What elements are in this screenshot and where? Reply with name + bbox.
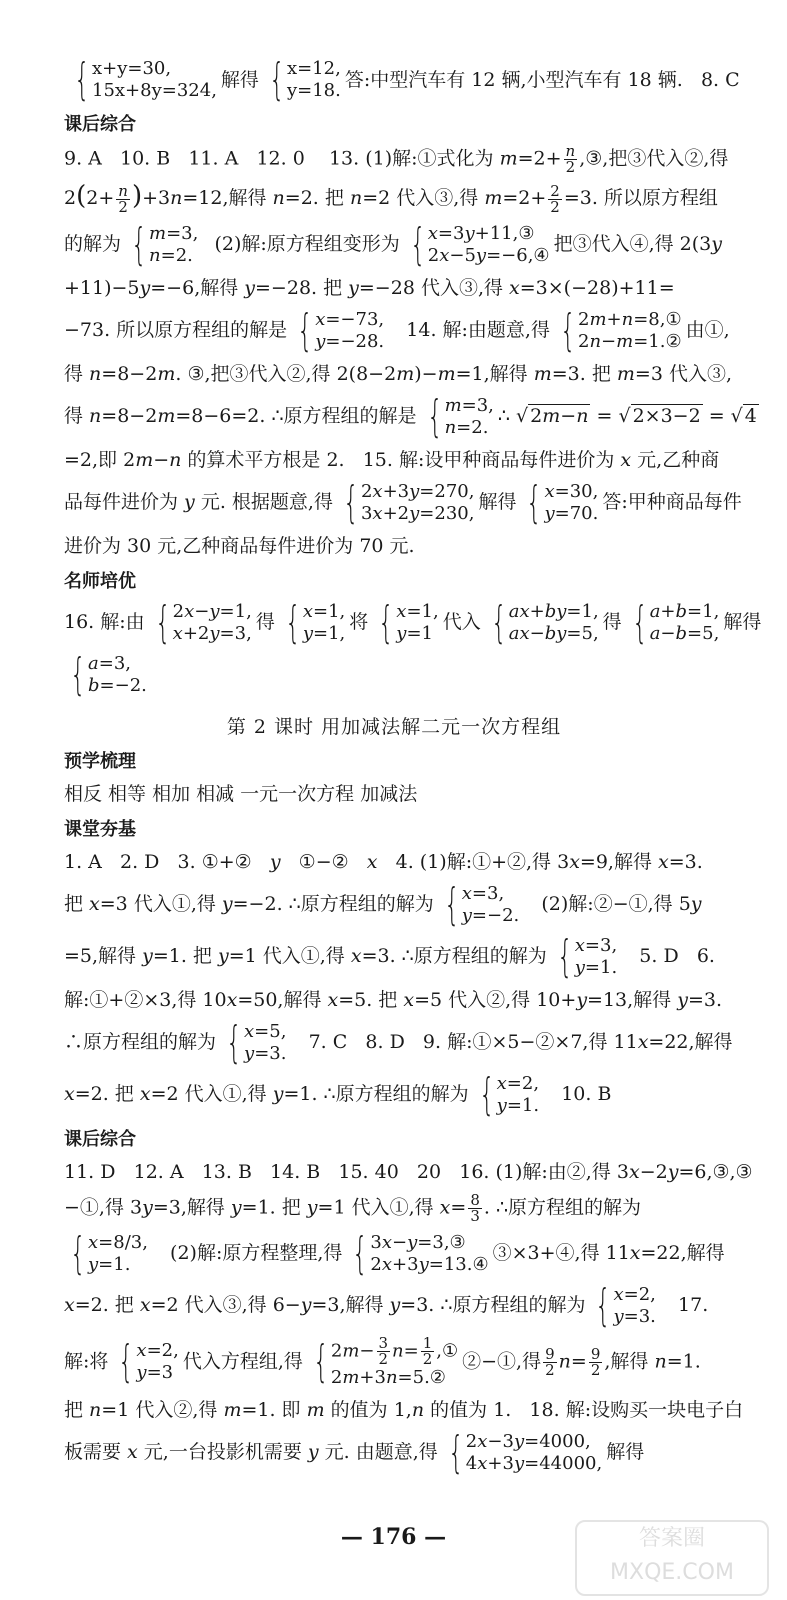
answer-line: =2,即 2m−n 的算术平方根是 2. 15. 解:设甲种商品每件进价为 x 元,乙种商 bbox=[64, 448, 720, 471]
answer-line: 11. D 12. A 13. B 14. B 15. 40 20 16. (1)解:由②,得 3x−2y=6,③,③ bbox=[64, 1160, 753, 1183]
answer-line: 得 n=8−2m. ③,把③代入②,得 2(8−2m)−m=1,解得 m=3. 把 m=3 代入③, bbox=[64, 362, 732, 385]
line-1: { x+y=30, 15x+8y=324, 解得 { x=12, y=18. 答:中型汽车有 12 辆,小型汽车有 18 辆. 8. C bbox=[74, 54, 740, 105]
answer-line: 1. A 2. D 3. ①+② y ①−② x 4. (1)解:①+②,得 3x=9,解得 x=3. bbox=[64, 850, 703, 873]
section-heading: 名师培优 bbox=[64, 570, 136, 592]
answer-line: −①,得 3y=3,解得 y=1. 把 y=1 代入①,得 x= $\frac{8}{3}$ . ∴原方程组的解为 bbox=[64, 1190, 642, 1225]
section-heading: 课后综合 bbox=[64, 114, 136, 135]
answer-line: =5,解得 y=1. 把 y=1 代入①,得 x=3. ∴原方程组的解为 { x=3, y=1. 5. D 6. bbox=[64, 930, 715, 982]
answer-line: 板需要 x 元,一台投影机需要 y 元. 由题意,得 { 2x−3y=4000, 4x+3y=44000, 解得 bbox=[64, 1426, 645, 1478]
answer-line: x=2. 把 x=2 代入①,得 y=1. ∴原方程组的解为 { x=2, y=1. 10. B bbox=[64, 1068, 612, 1120]
page-number: — 176 — bbox=[340, 1524, 447, 1550]
answer-line: 9. A 10. B 11. A 12. 0 13. (1)解:①式化为 m=2+ $\frac{n}{2}$ ,③,把③代入②,得 bbox=[64, 142, 729, 176]
answer-line: { a=3, b=−2. bbox=[70, 648, 147, 700]
section-heading: 预学梳理 bbox=[64, 750, 136, 772]
answer-line: 的解为 { m=3, n=2. (2)解:原方程组变形为 { x=3y+11,③ 2x−5y=−6,④ 把③代入④,得 2(3y bbox=[64, 218, 722, 270]
answer-line: 解:①+②×3,得 10x=50,解得 x=5. 把 x=5 代入②,得 10+y=13,解得 y=3. bbox=[64, 988, 723, 1011]
answer-line: 相反 相等 相加 相减 一元一次方程 加减法 bbox=[64, 782, 418, 805]
answer-line: 把 n=1 代入②,得 m=1. 即 m 的值为 1,n 的值为 1. 18. 解:设购买一块电子白 bbox=[64, 1398, 744, 1421]
answer-line: 2(2+ $\frac{n}{2}$ )+3n=12,解得 n=2. 把 n=2 代入③,得 m=2+ $\frac{2}{2}$ =3. 所以原方程组 bbox=[64, 181, 718, 216]
lesson-title: 第 2 课时 用加减法解二元一次方程组 bbox=[226, 715, 562, 738]
answer-line: x=2. 把 x=2 代入③,得 6−y=3,解得 y=3. ∴原方程组的解为 { x=2, y=3. 17. bbox=[64, 1279, 709, 1331]
answer-line: +11)−5y=−6,解得 y=−28. 把 y=−28 代入③,得 x=3×(−28)+11= bbox=[64, 276, 675, 299]
answer-line: 进价为 30 元,乙种商品每件进价为 70 元. bbox=[64, 534, 415, 557]
answer-line: 品每件进价为 y 元. 根据题意,得 { 2x+3y=270, 3x+2y=230, 解得 { x=30, y=70. 答:甲种商品每件 bbox=[64, 476, 742, 528]
answer-page bbox=[64, 54, 762, 1478]
answer-line: 解:将 { x=2, y=3 代入方程组,得 { 2m− $\frac{3}{2}$ n= $\frac{1}{2}$ ,① 2m+3n=5.② ②−①,得 $\frac{9}{2}$ n= $\frac{9}{2}$ ,解得 n=1. bbox=[64, 1333, 701, 1388]
section-heading: 课堂夯基 bbox=[64, 818, 136, 840]
answer-line: ∴原方程组的解为 { x=5, y=3. 7. C 8. D 9. 解:①×5−②×7,得 11x=22,解得 bbox=[64, 1016, 733, 1068]
watermark-logo: 答案圈 MXQE.COM bbox=[575, 1520, 769, 1596]
answer-line: 16. 解:由 { 2x−y=1, x+2y=3, 得 { x=1, y=1, 将 { x=1, y=1 代入 { ax+by=1, ax−by=5, 得 { a+b=1, a−b=5, 解得 bbox=[64, 596, 762, 648]
answer-line: { x=8/3, y=1. (2)解:原方程整理,得 { 3x−y=3,③ 2x+3y=13.④ ③×3+④,得 11x=22,解得 bbox=[70, 1227, 725, 1279]
answer-line: 把 x=3 代入①,得 y=−2. ∴原方程组的解为 { x=3, y=−2. (2)解:②−①,得 5y bbox=[64, 878, 702, 930]
section-heading: 课后综合 bbox=[64, 1128, 136, 1150]
answer-line: −73. 所以原方程组的解是 { x=−73, y=−28. 14. 解:由题意,得 { 2m+n=8,① 2n−m=1.② 由①, bbox=[64, 304, 730, 356]
answer-line: 得 n=8−2m=8−6=2. ∴原方程组的解是 { m=3, n=2. ∴ √ 2m−n = √ 2×3−2 = √ 4 bbox=[64, 390, 757, 442]
